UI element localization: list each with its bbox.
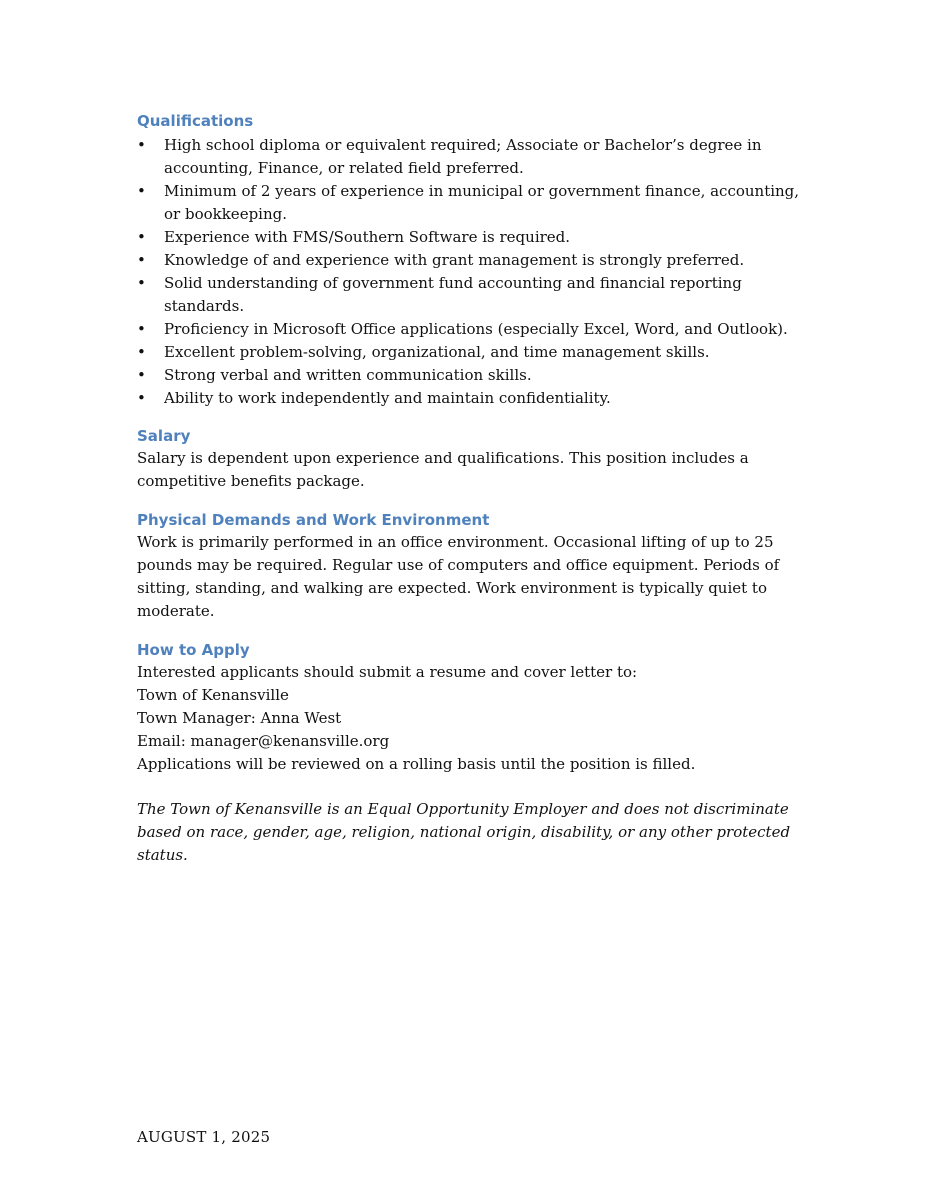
salary-heading: Salary (137, 427, 191, 445)
physical-demands-text: Work is primarily performed in an office environment. Occasional lifting of up to 25 pounds may be required. Regular use of computers and office equipment. Periods of sitting, standing, and walking are expected. Work environment is typically quiet to moderate. (137, 533, 780, 620)
qualifications-heading: Qualifications (137, 112, 254, 130)
salary-text: Salary is dependent upon experience and qualifications. This position includes a competitive benefits package. (137, 449, 749, 490)
list-item: • Knowledge of and experience with grant management is strongly preferred. (137, 249, 807, 272)
apply-email: Email: manager@kenansville.org (137, 732, 390, 750)
apply-review-note: Applications will be reviewed on a rolling basis until the position is filled. (137, 755, 696, 773)
list-item: • Minimum of 2 years of experience in municipal or government finance, accounting, or bookkeeping. (137, 180, 807, 226)
footer-date: AUGUST 1, 2025 (137, 1128, 271, 1146)
qualifications-list (137, 134, 807, 410)
list-item: • Solid understanding of government fund accounting and financial reporting standards. (137, 272, 807, 318)
list-item: • Experience with FMS/Southern Software is required. (137, 226, 807, 249)
apply-instructions: Interested applicants should submit a resume and cover letter to: (137, 663, 638, 681)
apply-contact-name: Town Manager: Anna West (137, 709, 342, 727)
salary-section (137, 425, 807, 493)
list-item: • Proficiency in Microsoft Office applications (especially Excel, Word, and Outlook). (137, 318, 807, 341)
how-to-apply-section (137, 639, 807, 867)
list-item: • Excellent problem-solving, organizational, and time management skills. (137, 341, 807, 364)
how-to-apply-heading: How to Apply (137, 641, 250, 659)
list-item: • High school diploma or equivalent required; Associate or Bachelor’s degree in accounting, Finance, or related field preferred. (137, 134, 807, 180)
eeo-statement: The Town of Kenansville is an Equal Opportunity Employer and does not discriminate based on race, gender, age, religion, national origin, disability, or any other protected status. (137, 800, 791, 864)
physical-demands-heading: Physical Demands and Work Environment (137, 511, 490, 529)
document-page (137, 110, 807, 883)
list-item: • Strong verbal and written communication skills. (137, 364, 807, 387)
qualifications-section (137, 110, 807, 410)
apply-organization: Town of Kenansville (137, 686, 289, 704)
physical-demands-section (137, 509, 807, 623)
list-item: • Ability to work independently and maintain confidentiality. (137, 387, 807, 410)
